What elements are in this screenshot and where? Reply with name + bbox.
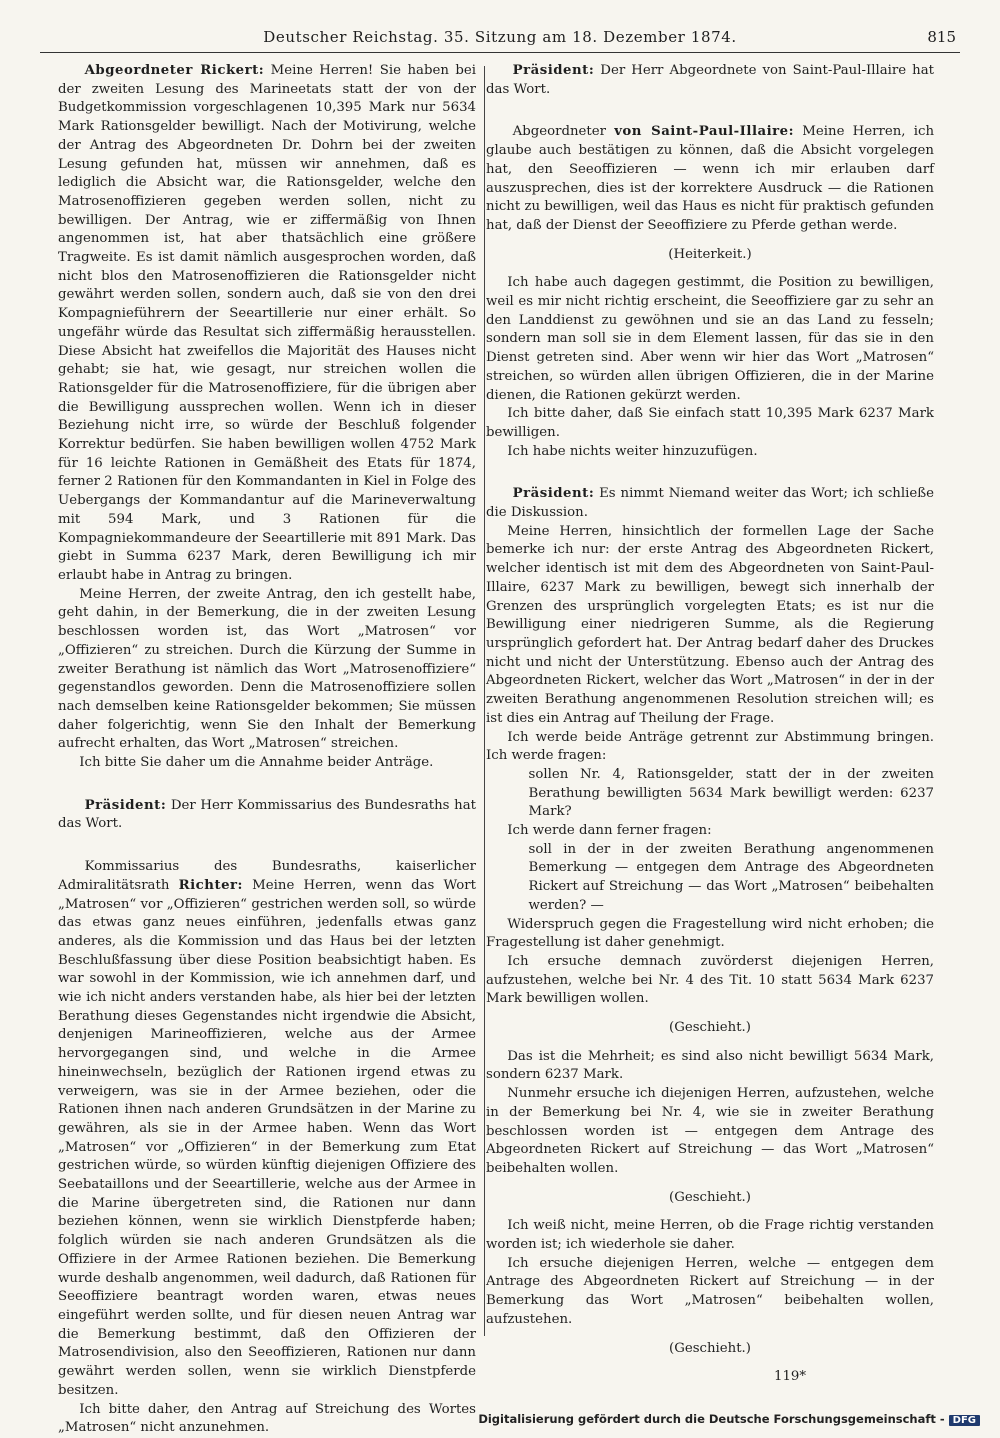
question-text: sollen Nr. 4, Rationsgelder, statt der in der zweiten Berathung bewilligten 5634 Mark bewilligt werden: 6237 Mark? <box>528 766 934 820</box>
paragraph: Das ist die Mehrheit; es sind also nicht bewilligt 5634 Mark, sondern 6237 Mark. <box>486 1048 934 1083</box>
stage-direction: (Heiterkeit.) <box>668 246 752 262</box>
paragraph: Ich bitte Sie daher um die Annahme beider Anträge. <box>79 755 434 771</box>
paragraph-text: Meine Herren, wenn das Wort „Matrosen“ vor „Offizieren“ gestrichen werden soll, so würde das etwas ganz neues einführen, jedenfalls etwas ganz anderes, als die Kommission und das Haus bei der letzten Beschlußfassung über diese Position beabsichtigt haben. Es war sowohl in der Kommission, wie ich annehmen darf, und wie ich nicht anders verstanden habe, als hier bei der letzten Berathung dieses Gegenstandes nicht irgendwie die Absicht, denjenigen Marineoffizieren, welche aus der Armee hervorgegangen sind, und welche in die Armee hineinwechseln, bezüglich der Rationen irgend etwas zu verweigern, was sie in der Armee beziehen, oder die Rationen ihnen nach anderen Grundsätzen in der Marine zu gewähren, als sie in der Armee haben. Wenn das Wort „Matrosen“ vor „Offizieren“ in der Bemerkung zum Etat gestrichen würde, so würden künftig diejenigen Offiziere des Seebataillons und der Seeartillerie, welche aus der Armee in die Marine übergetreten sind, die Rationen nur dann beziehen können, wenn sie wirklich Dienstpferde haben; folglich würden sie nach anderen Grundsätzen als die Offiziere in der Armee Rationen beziehen. Die Bemerkung wurde deshalb angenommen, weil dadurch, daß Rationen für Seeoffiziere beantragt worden waren, etwas neues eingeführt werden sollte, und für diesen neuen Antrag war die Bemerkung bestimmt, daß den Offizieren der Matrosendivision, also den Seeoffizieren, Rationen nur dann gewährt werden sollen, wenn sie wirklich Dienstpferde besitzen. <box>58 877 476 1398</box>
speaker-name: Präsident: <box>512 63 595 78</box>
paragraph <box>486 123 934 235</box>
speaker-name: Präsident: <box>84 797 167 813</box>
paragraph: Nunmehr ersuche ich diejenigen Herren, aufzustehen, welche in der Bemerkung bei Nr. 4, wie sie in zweiter Berathung beschlossen worden ist — entgegen dem Antrage des Abgeordneten Rickert auf Streichung — das Wort „Matrosen“ beibehalten wollen. <box>486 1086 934 1176</box>
speaker-name: Richter: <box>178 877 243 893</box>
question-text: soll in der in der zweiten Berathung angenommenen Bemerkung — entgegen dem Antrage des Abgeordneten Rickert auf Streichung — das Wort „Matrosen“ beibehalten werden? — <box>528 841 934 913</box>
paragraph-text: Der Herr Abgeordnete von Saint-Paul-Illaire hat das Wort. <box>486 63 934 97</box>
paragraph-text: Der Herr Kommissarius des Bundesraths hat das Wort. <box>58 797 476 832</box>
paragraph: Ich habe nichts weiter hinzuzufügen. <box>507 443 758 459</box>
signature-mark: 119* <box>773 1369 807 1385</box>
paragraph: Ich ersuche demnach zuvörderst diejenigen Herren, aufzustehen, welche bei Nr. 4 des Tit. 10 statt 5634 Mark 6237 Mark bewilligen wollen. <box>486 953 934 1007</box>
paragraph-text: Abgeordneter <box>512 124 615 140</box>
page-number: 815 <box>927 28 956 46</box>
paragraph-text: Meine Herren! Sie haben bei der zweiten Lesung des Marineetats statt der von der Budgetkommission vorgeschlagenen 10,395 Mark nur 5634 Mark Rationsgelder bewilligt. Nach der Motivirung, welche der Antrag des Abgeordneten Dr. Dohrn bei der zweiten Lesung gefunden hat, müssen wir annehmen, daß es lediglich die Absicht war, die Rationsgelder, welche den Matrosenoffizieren gegeben werden sollen, nicht zu bewilligen. Der Antrag, wie er ziffermäßig von Ihnen angenommen ist, hat aber thatsächlich eine größere Tragweite. Es ist damit nämlich ausgesprochen worden, daß nicht blos den Matrosenoffizieren die Rationsgelder nicht gewährt werden sollen, sondern auch, daß sie von den drei Kompagnieführern der Seeartillerie nur einer erhält. So ungefähr würde das Resultat sich ziffermäßig herausstellen. Diese Absicht hat zweifellos die Majorität des Hauses nicht gehabt; sie hat, wie gesagt, nur streichen wollen die Rationsgelder für die Matrosenoffiziere, für die übrigen aber die Bewilligung aussprechen wollen. Wenn ich in dieser Beziehung nicht irre, so würde der Beschluß folgender Korrektur bedürfen. Sie haben bewilligen wollen 4752 Mark für 16 leichte Rationen in Gemäßheit des Etats für 1874, ferner 2 Rationen für den Kommandanten in Kiel in Folge des Uebergangs der Kommandantur auf die Marineverwaltung mit 594 Mark, und 3 Rationen für die Kompagniekommandeure der Seeartillerie mit 891 Mark. Das giebt in Summa 6237 Mark, deren Bewilligung ich mir erlaubt habe in Antrag zu bringen. <box>58 63 476 583</box>
stage-direction: (Geschieht.) <box>669 1189 751 1205</box>
speaker-name: Abgeordneter Rickert: <box>84 63 265 78</box>
paragraph-text: Meine Herren, ich glaube auch bestätigen zu können, daß die Absicht vorgelegen hat, den Seeoffizieren — wenn ich mir erlauben darf auszusprechen, dies ist der korrektere Ausdruck — die Rationen nicht zu bewilligen, weil das Haus es nicht für praktisch gefunden hat, daß der Dienst der Seeoffiziere zu Pferde gethan werde. <box>486 124 935 233</box>
paragraph: Ich weiß nicht, meine Herren, ob die Frage richtig verstanden worden ist; ich wiederhole sie daher. <box>486 1218 934 1253</box>
dfg-logo: DFG <box>949 1415 980 1426</box>
paragraph: Ich bitte daher, den Antrag auf Streichung des Wortes „Matrosen“ nicht anzunehmen. <box>58 1401 476 1436</box>
footer-text: Digitalisierung gefördert durch die Deutsche Forschungsgemeinschaft - <box>478 1412 945 1426</box>
speaker-name: Präsident: <box>512 486 595 502</box>
left-column <box>58 62 476 1436</box>
speaker-name: von Saint-Paul-Illaire: <box>614 124 795 140</box>
paragraph: Ich werde dann ferner fragen: <box>507 823 712 839</box>
paragraph: Widerspruch gegen die Fragestellung wird nicht erhoben; die Fragestellung ist daher genehmigt. <box>486 916 934 951</box>
paragraph <box>58 858 476 1400</box>
paragraph: Ich bitte daher, daß Sie einfach statt 10,395 Mark 6237 Mark bewilligen. <box>486 406 934 440</box>
stage-direction: (Geschieht.) <box>669 1020 751 1036</box>
running-title: Deutscher Reichstag. 35. Sitzung am 18. Dezember 1874. <box>263 28 737 46</box>
paragraph-text: Es nimmt Niemand weiter das Wort; ich schließe die Diskussion. <box>486 486 934 521</box>
right-column <box>486 62 935 1385</box>
paragraph: Ich werde beide Anträge getrennt zur Abstimmung bringen. Ich werde fragen: <box>486 729 934 764</box>
stage-direction: (Geschieht.) <box>669 1340 751 1356</box>
paragraph: Ich habe auch dagegen gestimmt, die Position zu bewilligen, weil es mir nicht richtig erscheint, die Seeoffiziere gar zu sehr an den Landdienst zu gewöhnen und sie an das Land zu fesseln; sondern man soll sie in dem Element lassen, für das sie in den Dienst getreten sind. Aber wenn wir hier das Wort „Matrosen“ streichen, so würden allen übrigen Offizieren, die in der Marine dienen, die Rationen gekürzt werden. <box>486 275 934 403</box>
paragraph <box>486 485 934 522</box>
paragraph: Ich ersuche diejenigen Herren, welche — entgegen dem Antrage des Abgeordneten Rickert auf Streichung — in der Bemerkung das Wort „Matrosen“ beibehalten wollen, aufzustehen. <box>486 1255 934 1327</box>
paragraph <box>58 62 476 586</box>
paragraph: Meine Herren, der zweite Antrag, den ich gestellt habe, geht dahin, in der Bemerkung, die in der zweiten Lesung beschlossen worden ist, das Wort „Matrosen“ vor „Offizieren“ zu streichen. Durch die Kürzung der Summe in zweiter Berathung ist nämlich das Wort „Matrosenoffiziere“ gegenstandlos geworden. Denn die Matrosenoffiziere sollen nach demselben keine Rationsgelder bekommen; Sie müssen daher folgerichtig, wenn Sie den Inhalt der Bemerkung aufrecht erhalten, das Wort „Matrosen“ streichen. <box>58 586 476 752</box>
running-header <box>40 26 960 53</box>
paragraph <box>58 797 476 834</box>
paragraph: Meine Herren, hinsichtlich der formellen Lage der Sache bemerke ich nur: der erste Antrag des Abgeordneten Rickert, welcher identisch ist mit dem des Abgeordneten von Saint-Paul-Illaire, 6237 Mark zu bewilligen, bewegt sich innerhalb der Grenzen des ursprünglich vorgelegten Etats; es ist nur die Bewilligung einer niedrigeren Summe, als die Regierung ursprünglich gefordert hat. Der Antrag bedarf daher des Druckes nicht und nicht der Unterstützung. Ebenso auch der Antrag des Abgeordneten Rickert, welcher das Wort „Matrosen“ in der in der zweiten Berathung angenommenen Resolution streichen will; es ist dies ein Antrag auf Theilung der Frage. <box>486 523 934 726</box>
digitization-footer <box>478 1412 980 1426</box>
paragraph-text: Kommissarius des Bundesraths, kaiserlicher Admiralitätsrath <box>58 859 476 893</box>
paragraph <box>486 62 934 99</box>
